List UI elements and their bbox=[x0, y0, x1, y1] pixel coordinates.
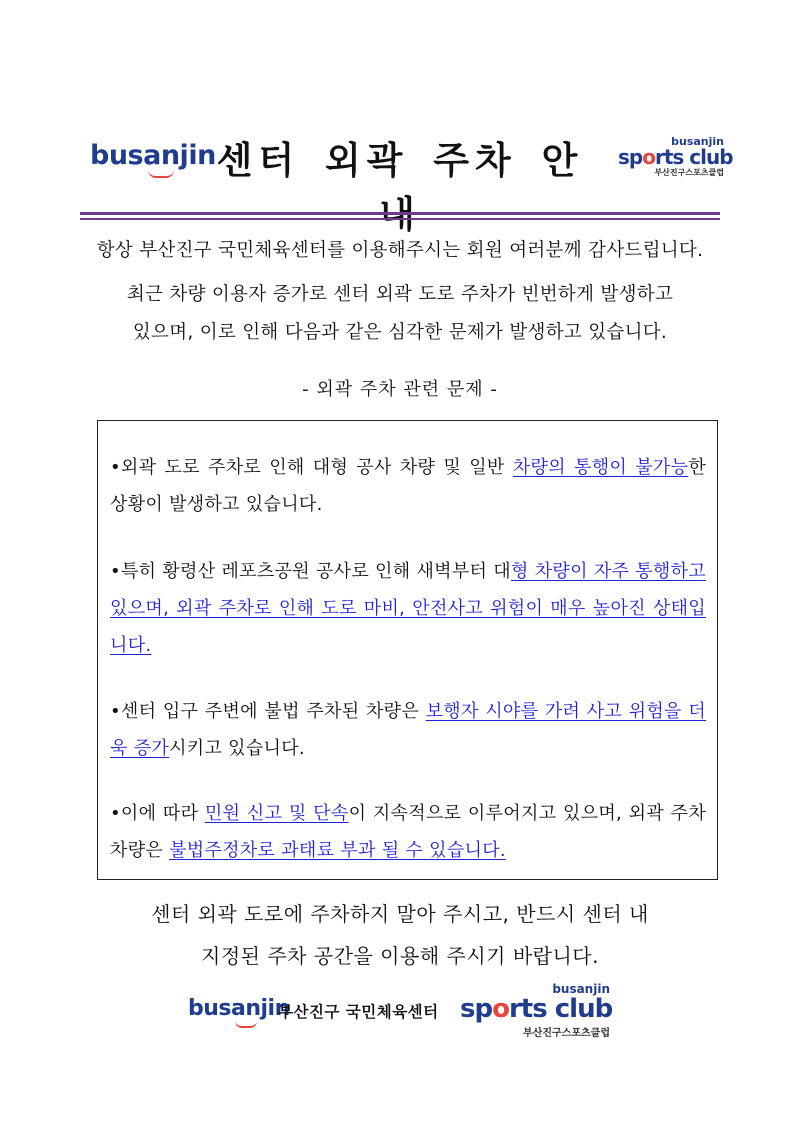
sports-club-logo-sub: 부산진구스포츠클럽 bbox=[523, 1028, 610, 1039]
highlight-text: 보행자 시야를 가려 사고 위험을 더욱 증가 bbox=[110, 701, 706, 759]
page-title: 센터 외곽 주차 안 bbox=[216, 139, 584, 182]
busanjin-logo-text: busanjin bbox=[188, 996, 290, 1021]
smile-mark-icon bbox=[148, 170, 174, 178]
intro-line-3: 있으며, 이로 인해 다음과 같은 심각한 문제가 발생하고 있습니다. bbox=[132, 322, 668, 343]
problem-item-3: •센터 입구 주변에 불법 주차된 차량은 보행자 시야를 가려 사고 위험을 더욱 증가시키고 있습니다. bbox=[110, 701, 706, 759]
sports-club-logo-header bbox=[618, 135, 733, 180]
busanjin-logo-footer bbox=[188, 996, 290, 1021]
sports-club-logo-main: sports club bbox=[618, 145, 733, 169]
highlight-text: 민원 신고 및 단속 bbox=[204, 803, 349, 824]
busanjin-logo-text: busanjin bbox=[90, 140, 216, 171]
problems-box bbox=[97, 420, 718, 880]
highlight-text: 형 차량이 자주 통행하고 있으며, 외곽 주차로 인해 도로 마비, 안전사고 위험이 매우 높아진 상태입니다. bbox=[110, 561, 706, 656]
highlight-text: 차량의 통행이 불가능 bbox=[512, 457, 689, 478]
section-title: - 외곽 주차 관련 문제 - bbox=[302, 379, 498, 400]
highlight-text-2: 불법주정차로 과태료 부과 될 수 있습니다. bbox=[169, 840, 506, 861]
org-name: 부산진구 국민체육센터 bbox=[278, 1003, 439, 1021]
bullet-icon: • bbox=[110, 701, 121, 722]
bullet-icon: • bbox=[110, 457, 121, 478]
closing-line-1: 센터 외곽 도로에 주차하지 말아 주시고, 반드시 센터 내 bbox=[151, 902, 649, 926]
problem-item-1: •외곽 도로 주차로 인해 대형 공사 차량 및 일반 차량의 통행이 불가능한 상황이 발생하고 있습니다. bbox=[110, 457, 707, 515]
busanjin-logo-header bbox=[90, 140, 216, 171]
sports-club-logo-top: busanjin bbox=[671, 135, 724, 148]
sports-club-logo-footer bbox=[460, 982, 613, 1039]
sports-club-logo-main: sports club bbox=[460, 994, 613, 1024]
bullet-icon: • bbox=[110, 803, 121, 824]
smile-mark-icon bbox=[235, 1021, 257, 1028]
header-divider-thin bbox=[80, 218, 720, 220]
intro-line-1: 항상 부산진구 국민체육센터를 이용해주시는 회원 여러분께 감사드립니다. bbox=[96, 240, 704, 261]
intro-line-2: 최근 차량 이용자 증가로 센터 외곽 도로 주차가 빈번하게 발생하고 bbox=[126, 284, 674, 305]
problem-item-2: •특히 황령산 레포츠공원 공사로 인해 새벽부터 대형 차량이 자주 통행하고 있으며, 외곽 주차로 인해 도로 마비, 안전사고 위험이 매우 높아진 상태입니다. bbox=[110, 561, 706, 656]
header-divider-thick bbox=[80, 212, 720, 215]
closing-line-2: 지정된 주차 공간을 이용해 주시기 바랍니다. bbox=[201, 944, 599, 968]
problem-item-4: •이에 따라 민원 신고 및 단속이 지속적으로 이루어지고 있으며, 외곽 주차 차량은 불법주정차로 과태료 부과 될 수 있습니다. bbox=[110, 803, 707, 861]
sports-club-logo-sub: 부산진구스포츠클럽 bbox=[654, 168, 724, 177]
bullet-icon: • bbox=[110, 561, 121, 582]
sports-club-logo-top: busanjin bbox=[552, 982, 610, 996]
